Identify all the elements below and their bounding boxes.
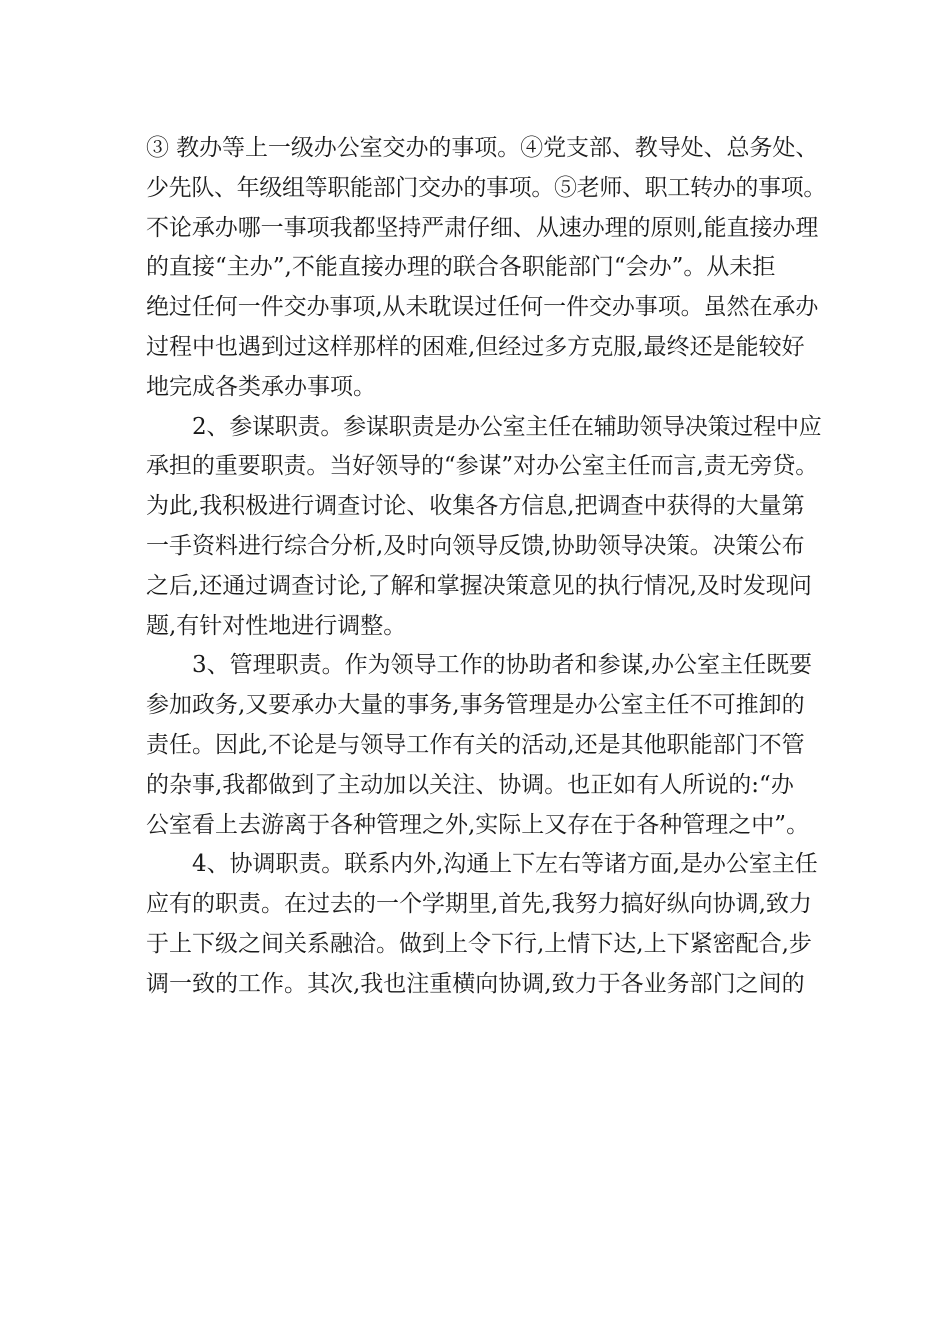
text-line: 承担的重要职责。当好领导的“参谋”对办公室主任而言,责无旁贷。 (146, 453, 819, 480)
document-body (146, 129, 827, 1005)
text-line: 一手资料进行综合分析,及时向领导反馈,协助领导决策。决策公布 (146, 532, 805, 559)
text-line: 责任。因此,不论是与领导工作有关的活动,还是其他职能部门不管 (146, 731, 805, 758)
text-line: 调一致的工作。其次,我也注重横向协调,致力于各业务部门之间的 (146, 970, 805, 997)
text-line: 应有的职责。在过去的一个学期里,首先,我努力搞好纵向协调,致力 (146, 891, 812, 918)
text-line: 2、参谋职责。参谋职责是办公室主任在辅助领导决策过程中应 (192, 413, 822, 440)
text-line: 参加政务,又要承办大量的事务,事务管理是办公室主任不可推卸的 (146, 692, 805, 719)
text-line: 之后,还通过调查讨论,了解和掌握决策意见的执行情况,及时发现问 (146, 572, 812, 599)
text-line: 的直接“主办”,不能直接办理的联合各职能部门“会办”。从未拒 (146, 254, 776, 281)
text-line: 不论承办哪一事项我都坚持严肃仔细、从速办理的原则,能直接办理 (146, 214, 819, 241)
text-line: 地完成各类承办事项。 (146, 373, 376, 400)
text-line: 4、协调职责。联系内外,沟通上下左右等诸方面,是办公室主任 (192, 851, 818, 878)
text-line: 于上下级之间关系融洽。做到上令下行,上情下达,上下紧密配合,步 (146, 930, 812, 957)
text-line: ③ 教办等上一级办公室交办的事项。④党支部、教导处、总务处、 (146, 135, 819, 161)
text-line: 为此,我积极进行调查讨论、收集各方信息,把调查中获得的大量第 (146, 493, 805, 520)
text-line: 3、管理职责。作为领导工作的协助者和参谋,办公室主任既要 (192, 652, 812, 679)
text-line: 绝过任何一件交办事项,从未耽误过任何一件交办事项。虽然在承办 (146, 294, 819, 321)
text-line: 少先队、年级组等职能部门交办的事项。⑤老师、职工转办的事项。 (146, 174, 827, 201)
text-line: 公室看上去游离于各种管理之外,实际上又存在于各种管理之中”。 (146, 811, 810, 838)
text-line: 的杂事,我都做到了主动加以关注、协调。也正如有人所说的:“办 (146, 771, 794, 798)
text-line: 题,有针对性地进行调整。 (146, 612, 407, 639)
text-line: 过程中也遇到过这样那样的困难,但经过多方克服,最终还是能较好 (146, 333, 805, 360)
